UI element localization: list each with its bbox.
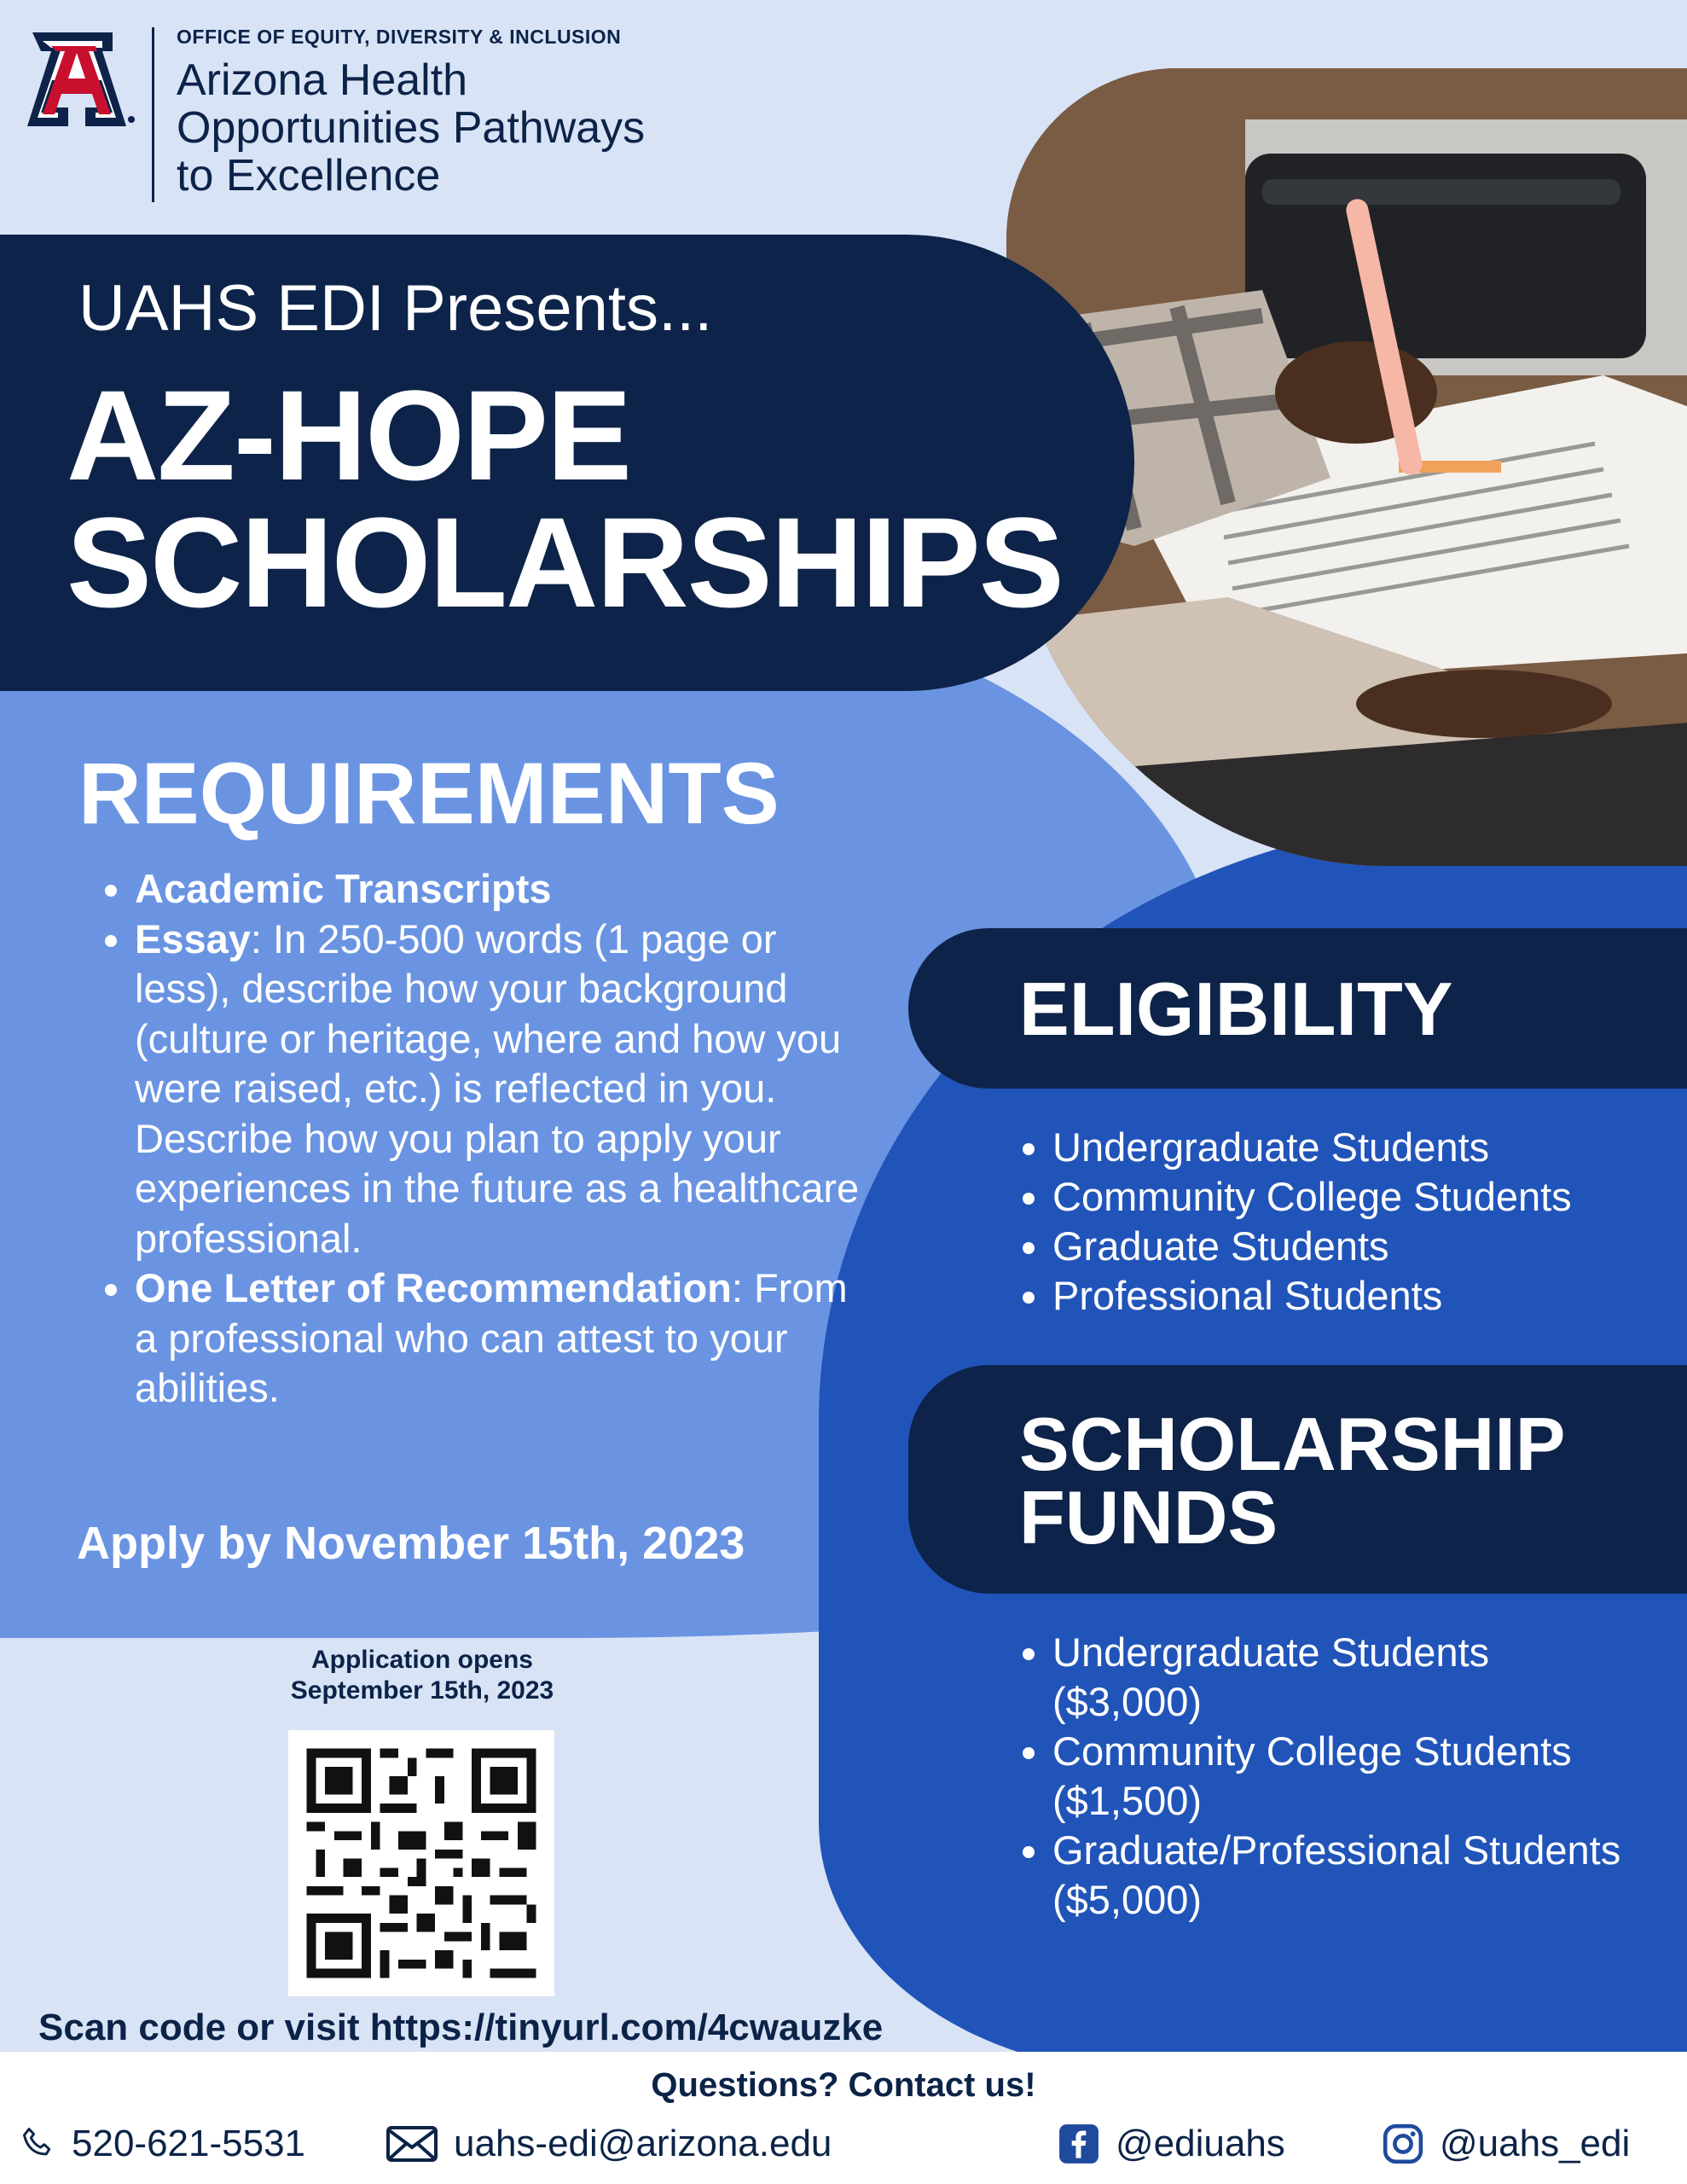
funds-item — [1052, 1628, 1620, 1727]
requirements-list — [94, 864, 860, 1414]
org-name-line-1: Arizona Health — [177, 55, 468, 105]
requirement-text: : From a professional who can attest to your abilities. — [135, 1265, 848, 1410]
presents-line: UAHS EDI Presents... — [78, 272, 713, 345]
funds-amount: ($5,000) — [1052, 1877, 1203, 1922]
funds-group: • Community College Students — [1052, 1728, 1572, 1774]
facebook-contact[interactable] — [1058, 2123, 1285, 2165]
funds-pill — [908, 1365, 1687, 1594]
funds-list — [1015, 1628, 1620, 1925]
phone-contact[interactable] — [19, 2123, 305, 2165]
email-address: uahs-edi@arizona.edu — [454, 2123, 832, 2164]
application-opens — [247, 1645, 597, 1706]
application-opens-label: Application opens — [310, 1646, 533, 1674]
requirement-label: Essay — [135, 915, 251, 961]
application-opens-date: September 15th, 2023 — [290, 1676, 554, 1705]
qr-code-icon — [288, 1730, 554, 1996]
email-contact[interactable] — [386, 2123, 832, 2165]
scan-instructions: Scan code or visit https://tinyurl.com/4cwauzke — [38, 2007, 884, 2048]
funds-heading-line-2: FUNDS — [1019, 1475, 1278, 1560]
logo-divider — [152, 27, 154, 202]
title-line-1: AZ-HOPE — [67, 363, 630, 507]
title-line-2: SCHOLARSHIPS — [67, 491, 1063, 634]
eligibility-item: • Undergraduate Students — [1052, 1123, 1572, 1172]
funds-heading-line-1: SCHOLARSHIP — [1019, 1402, 1566, 1486]
phone-number: 520-621-5531 — [72, 2123, 306, 2164]
requirement-label: Academic Transcripts — [135, 866, 552, 911]
apply-deadline: Apply by November 15th, 2023 — [77, 1518, 745, 1569]
eligibility-list — [1015, 1123, 1572, 1321]
contact-prompt: Questions? Contact us! — [651, 2066, 1036, 2104]
eligibility-item: • Professional Students — [1052, 1271, 1572, 1321]
funds-item — [1052, 1826, 1620, 1925]
funds-group: • Undergraduate Students — [1052, 1629, 1490, 1675]
facebook-icon — [1058, 2123, 1100, 2165]
org-name-line-3: to Excellence — [177, 151, 441, 200]
facebook-handle: @ediuahs — [1116, 2123, 1285, 2164]
instagram-icon — [1382, 2123, 1424, 2165]
requirements-heading: REQUIREMENTS — [78, 745, 780, 842]
office-name: OFFICE OF EQUITY, DIVERSITY & INCLUSION — [177, 26, 622, 48]
envelope-icon — [386, 2125, 438, 2163]
eligibility-pill — [908, 928, 1687, 1089]
requirement-text: : In 250-500 words (1 page or less), describe how your background (culture or heritage, where and how you were raised, etc.) is reflected in you. Describe how you plan to apply your experiences in the future as a healthcare professional. — [135, 915, 860, 1261]
eligibility-heading: ELIGIBILITY — [1019, 967, 1453, 1051]
funds-amount: ($3,000) — [1052, 1679, 1203, 1724]
funds-group: • Graduate/Professional Students — [1052, 1827, 1621, 1873]
eligibility-item: • Graduate Students — [1052, 1222, 1572, 1271]
funds-item — [1052, 1727, 1620, 1826]
instagram-handle: @uahs_edi — [1440, 2123, 1631, 2164]
requirement-item — [135, 1263, 860, 1414]
requirement-item — [135, 915, 860, 1264]
qr-code[interactable] — [288, 1730, 554, 1996]
instagram-contact[interactable] — [1382, 2123, 1630, 2165]
block-a-logo-icon — [17, 26, 136, 132]
university-of-arizona-logo — [17, 26, 136, 132]
funds-amount: ($1,500) — [1052, 1778, 1203, 1823]
org-name-line-2: Opportunities Pathways — [177, 103, 646, 153]
phone-icon — [19, 2125, 56, 2163]
requirement-item — [135, 864, 860, 915]
eligibility-item: • Community College Students — [1052, 1172, 1572, 1222]
requirement-label: One Letter of Recommendation — [135, 1265, 732, 1310]
funds-heading — [1019, 1402, 1566, 1560]
